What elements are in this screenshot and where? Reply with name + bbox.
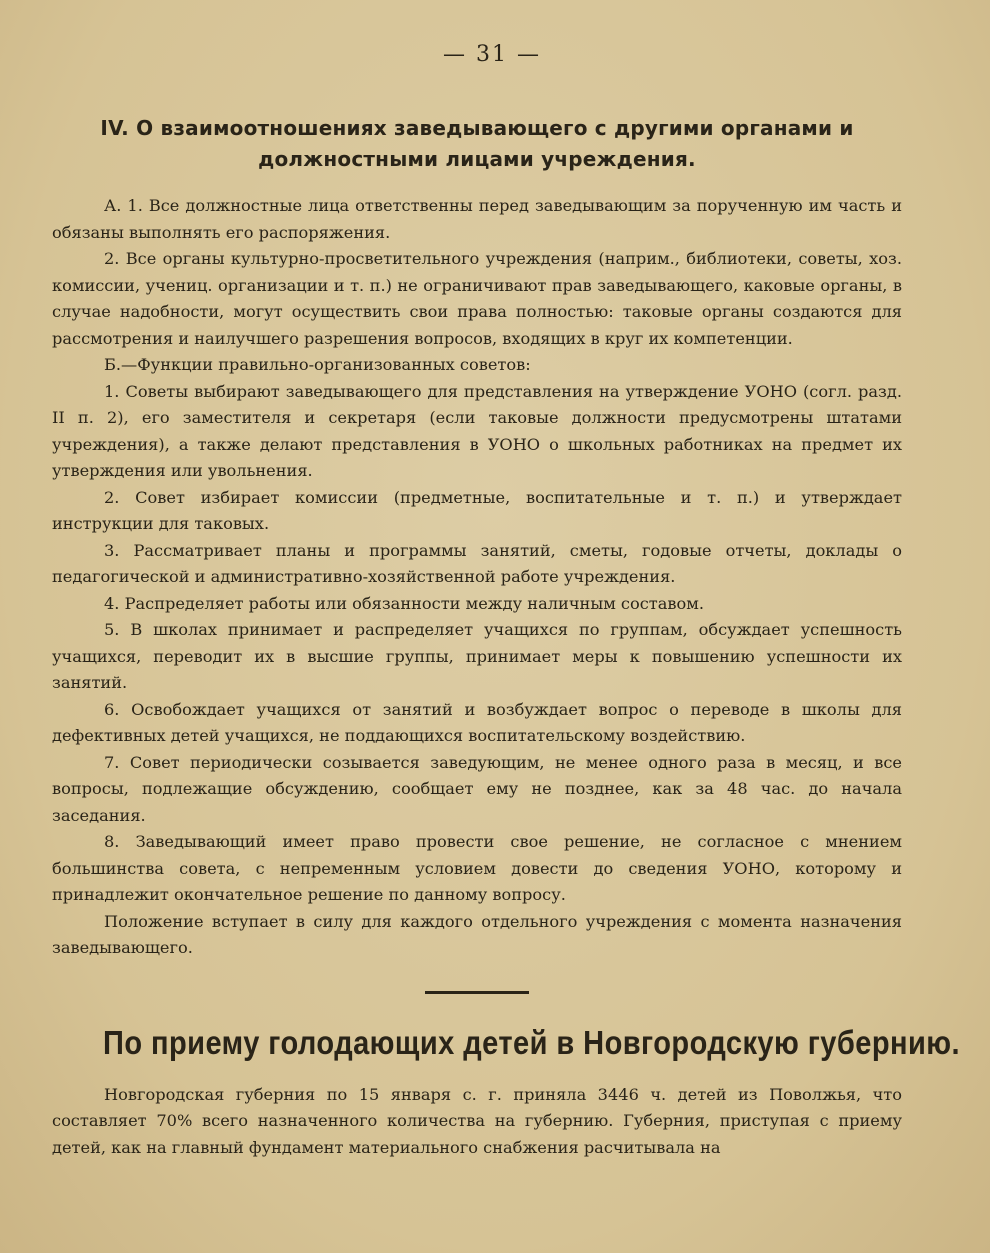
paragraph: 8. Заведывающий имеет право провести свое решение, не согласное с мнением большинства совета, с непременным условием довести до сведения УОНО, которому и принадлежит окончательное решение по данному вопросу. (52, 832, 902, 904)
paragraph: 6. Освобождает учащихся от занятий и возбуждает вопрос о переводе в школы для дефективных детей учащихся, не поддающихся воспитательскому воздействию. (52, 699, 902, 745)
paragraph: 4. Распределяет работы или обязанности между наличным составом. (104, 593, 705, 613)
paragraph: 3. Рассматривает планы и программы занятий, сметы, годовые отчеты, доклады о педагогической и административно-хозяйственной работе учреждения. (52, 540, 902, 586)
paragraph: 7. Совет периодически созывается заведующим, не менее одного раза в месяц, и все вопросы, подлежащие обсуждению, сообщает ему не позднее, как за 48 час. до начала заседания. (52, 752, 902, 825)
paragraph: Положение вступает в силу для каждого отдельного учреждения с момента назначения заведывающего. (52, 911, 902, 957)
paragraph: Б.—Функции правильно-организованных советов: (104, 355, 531, 374)
paragraph: 2. Все органы культурно-просветительного учреждения (наприм., библиотеки, советы, хоз. комиссии, учениц. организации и т. п.) не ограничивают прав заведывающего, каковые органы, в случае надобности, могут осуществить свои права полностью: таковые органы создаются для рассмотрения и наилучшего разрешения вопросов, входящих в круг их компетенции. (52, 249, 902, 348)
paragraph: А. 1. Все должностные лица ответственны перед заведывающим за порученную им часть и обязаны выполнять его распоряжения. (52, 196, 902, 242)
section-body (52, 193, 902, 962)
article-title: По приему голодающих детей в Новгородскую губернию. (103, 1023, 961, 1061)
section-heading: IV. О взаимоотношениях заведывающего с другими органами и должностными лицами учреждения. (100, 116, 854, 171)
paragraph: 5. В школах принимает и распределяет учащихся по группам, обсуждает успешность учащихся, переводит их в высшие группы, принимает меры к повышению успешности их занятий. (52, 620, 902, 692)
page-number: — 31 — (443, 42, 541, 67)
paragraph: 2. Совет избирает комиссии (предметные, воспитательные и т. п.) и утверждает инструкции для таковых. (52, 487, 902, 533)
paragraph: 1. Советы выбирают заведывающего для представления на утверждение УОНО (согл. разд. II п. 2), его заместителя и секретаря (если таковые должности предусмотрены штатами учреждения), а также делают представления в УОНО о школьных работниках на предмет их утверждения или увольнения. (52, 381, 902, 480)
section-divider (425, 991, 529, 994)
article-paragraph: Новгородская губерния по 15 января с. г. приняла 3446 ч. детей из Поволжья, что составляет 70% всего назначенного количества на губернию. Губерния, приступая с приему детей, как на главный фундамент материального снабжения расчитывала на (52, 1084, 902, 1157)
